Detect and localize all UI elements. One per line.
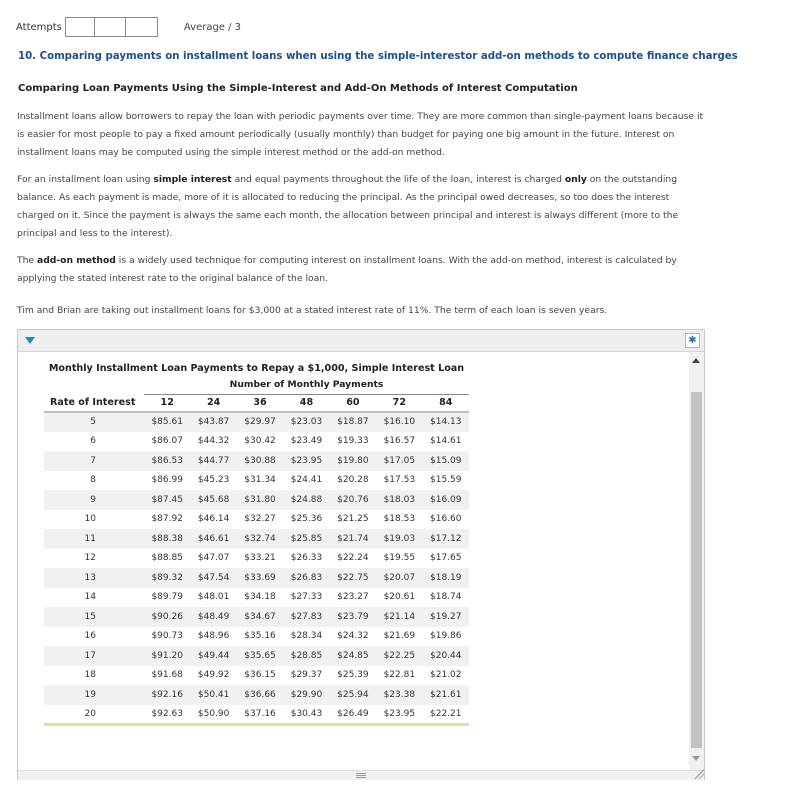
payment-cell: $18.03	[376, 490, 422, 510]
payment-cell: $45.68	[190, 490, 236, 510]
vertical-scrollbar[interactable]	[689, 352, 704, 770]
panel-header	[18, 330, 704, 352]
payment-cell: $18.53	[383, 514, 416, 525]
table-row	[44, 471, 469, 491]
payment-cell: $19.33	[337, 436, 369, 447]
add-on-paragraph: The add-on method is a widely used technique for computing interest on installment loans. With the add-on method, interest is calculated by applying the stated interest rate to the original balance of the loan.	[17, 255, 677, 284]
payment-cell: $21.02	[430, 670, 462, 681]
table-row	[44, 510, 469, 530]
column-header: 60	[330, 394, 376, 412]
question-title: 10. Comparing payments on installment loans when using the simple-interestor add-on methods to compute finance charges	[18, 51, 738, 62]
rate-cell: 12	[84, 553, 96, 564]
payment-cell: $34.67	[237, 607, 283, 627]
payment-cell: $25.85	[283, 529, 329, 549]
vertical-scroll-thumb[interactable]	[691, 392, 702, 748]
payment-cell: $18.19	[423, 568, 469, 588]
payment-cell: $87.45	[144, 490, 190, 510]
payment-cell: $86.53	[144, 451, 190, 471]
average-score: Average / 3	[183, 21, 242, 33]
payment-cell: $22.75	[330, 568, 376, 588]
rate-cell: 13	[44, 568, 144, 588]
payment-cell: $26.49	[337, 708, 369, 719]
rate-cell: 9	[44, 490, 144, 510]
payment-cell: $33.69	[237, 568, 283, 588]
payment-cell: $20.28	[337, 475, 369, 486]
payment-cell: $15.59	[430, 475, 462, 486]
payment-cell: $32.27	[244, 514, 276, 525]
payment-cell: $91.68	[151, 670, 183, 681]
payment-cell: $90.73	[151, 631, 183, 642]
column-header: 36	[237, 394, 283, 412]
payment-cell: $26.33	[290, 553, 323, 564]
payment-cell: $44.32	[197, 436, 230, 447]
rate-cell: 5	[44, 412, 144, 432]
attempt-box-2	[95, 18, 126, 36]
payment-cell: $22.81	[383, 670, 416, 681]
payment-cell: $37.16	[244, 708, 276, 719]
payment-cell: $19.03	[376, 529, 422, 549]
payment-cell: $47.54	[190, 568, 236, 588]
payment-cell: $92.16	[144, 685, 190, 705]
payment-cell: $20.07	[376, 568, 422, 588]
payment-cell: $31.80	[237, 490, 283, 510]
payment-cell: $21.69	[383, 631, 416, 642]
payment-cell: $29.97	[237, 412, 283, 432]
rate-cell: 16	[84, 631, 96, 642]
table-row	[44, 432, 469, 452]
table-row	[44, 490, 469, 510]
rate-cell: 20	[84, 708, 96, 719]
table-row	[44, 627, 469, 647]
payment-cell: $30.88	[237, 451, 283, 471]
payment-cell: $92.63	[151, 708, 183, 719]
payment-cell: $44.77	[190, 451, 236, 471]
payment-cell: $28.85	[283, 646, 329, 666]
payment-cell: $26.83	[283, 568, 329, 588]
payment-cell: $19.55	[383, 553, 416, 564]
scenario-paragraph: Tim and Brian are taking out installment loans for $3,000 at a stated interest rate of 11%. The term of each loan is seven years.	[17, 305, 608, 316]
payment-cell: $47.07	[197, 553, 230, 564]
payment-cell: $18.87	[330, 412, 376, 432]
rate-cell: 11	[44, 529, 144, 549]
payment-cell: $20.76	[330, 490, 376, 510]
rate-cell: 14	[84, 592, 96, 603]
loan-payment-table	[44, 360, 469, 726]
payment-cell: $33.21	[244, 553, 276, 564]
payment-cell: $35.16	[244, 631, 276, 642]
grip-icon[interactable]	[356, 773, 366, 778]
payment-cell: $46.61	[190, 529, 236, 549]
payment-cell: $24.88	[283, 490, 329, 510]
scroll-up-icon[interactable]	[692, 358, 700, 363]
table-row	[44, 568, 469, 588]
rate-cell: 15	[44, 607, 144, 627]
column-header: 84	[423, 394, 469, 412]
payment-cell: $23.95	[383, 708, 416, 719]
payment-cell: $86.07	[151, 436, 183, 447]
resize-handle-icon[interactable]	[694, 769, 704, 779]
payment-cell: $50.90	[197, 708, 230, 719]
payment-cell: $48.01	[197, 592, 230, 603]
horizontal-scrollbar[interactable]	[18, 770, 704, 780]
column-header: 72	[376, 394, 422, 412]
payment-cell: $85.61	[144, 412, 190, 432]
intro-paragraph: Installment loans allow borrowers to repay the loan with periodic payments over time. They are more common than single-payment loans because it is easier for most people to pay a fixed amount periodically (usually monthly) than budget for paying one big amount in the future. Interest on installment loans may be computed using the simple interest method or the add-on method.	[17, 111, 704, 158]
payment-cell: $25.94	[330, 685, 376, 705]
payment-cell: $49.44	[190, 646, 236, 666]
payment-cell: $19.86	[430, 631, 462, 642]
attempts-label: Attempts	[16, 21, 62, 33]
table-row	[44, 705, 469, 725]
payment-cell: $30.43	[290, 708, 323, 719]
payment-cell: $20.44	[423, 646, 469, 666]
rate-cell: 8	[90, 475, 96, 486]
monthly-payments-header: Number of Monthly Payments	[144, 376, 469, 394]
payment-cell: $23.38	[376, 685, 422, 705]
attempt-indicators	[65, 17, 158, 37]
rate-cell: 7	[44, 451, 144, 471]
payment-cell: $28.34	[290, 631, 323, 642]
payment-cell: $88.85	[151, 553, 183, 564]
payment-cell: $16.60	[430, 514, 462, 525]
payment-cell: $25.36	[290, 514, 323, 525]
payment-cell: $50.41	[190, 685, 236, 705]
payment-cell: $48.49	[190, 607, 236, 627]
loan-table-container	[44, 360, 469, 734]
payment-cell: $36.66	[237, 685, 283, 705]
payment-cell: $19.80	[330, 451, 376, 471]
panel-content	[18, 352, 689, 770]
payment-cell: $35.65	[237, 646, 283, 666]
rate-cell: 18	[84, 670, 96, 681]
payment-cell: $34.18	[244, 592, 276, 603]
scroll-down-icon[interactable]	[692, 756, 700, 761]
section-heading: Comparing Loan Payments Using the Simple-Interest and Add-On Methods of Interest Computation	[18, 83, 578, 94]
payment-cell: $16.09	[423, 490, 469, 510]
payment-cell: $14.61	[430, 436, 462, 447]
attempt-box-1	[66, 18, 95, 36]
payment-cell: $17.05	[376, 451, 422, 471]
payment-cell: $16.57	[383, 436, 416, 447]
pin-icon[interactable]: ✱	[685, 333, 700, 348]
payment-cell: $46.14	[197, 514, 230, 525]
attempt-box-3	[126, 18, 157, 36]
rate-cell: 19	[44, 685, 144, 705]
payment-cell: $89.32	[144, 568, 190, 588]
payment-cell: $17.65	[430, 553, 462, 564]
payment-cell: $90.26	[144, 607, 190, 627]
payment-cell: $87.92	[151, 514, 183, 525]
payment-cell: $19.27	[423, 607, 469, 627]
payment-cell: $14.13	[423, 412, 469, 432]
payment-cell: $27.83	[283, 607, 329, 627]
payment-cell: $31.34	[244, 475, 276, 486]
payment-cell: $25.39	[337, 670, 369, 681]
payment-cell: $30.42	[244, 436, 276, 447]
table-row	[44, 646, 469, 666]
payment-cell: $16.10	[376, 412, 422, 432]
payment-cell: $27.33	[290, 592, 323, 603]
payment-cell: $43.87	[190, 412, 236, 432]
payment-cell: $20.61	[383, 592, 416, 603]
payment-cell: $36.15	[244, 670, 276, 681]
payment-cell: $88.38	[144, 529, 190, 549]
rate-header: Rate of Interest	[44, 394, 144, 412]
payment-cell: $17.12	[423, 529, 469, 549]
rate-cell: 10	[84, 514, 96, 525]
payment-cell: $48.96	[197, 631, 230, 642]
table-row	[44, 666, 469, 686]
table-row	[44, 451, 469, 471]
payment-cell: $22.21	[430, 708, 462, 719]
payment-cell: $23.27	[337, 592, 369, 603]
payment-cell: $32.74	[237, 529, 283, 549]
table-row	[44, 412, 469, 432]
table-row	[44, 588, 469, 608]
payment-cell: $22.25	[376, 646, 422, 666]
payment-cell: $45.23	[197, 475, 230, 486]
payment-cell: $21.74	[330, 529, 376, 549]
rate-cell: 6	[90, 436, 96, 447]
column-header: 24	[190, 394, 236, 412]
table-caption: Monthly Installment Loan Payments to Repay a $1,000, Simple Interest Loan	[48, 363, 465, 374]
collapse-toggle-icon[interactable]	[25, 337, 35, 344]
payment-cell: $24.32	[337, 631, 369, 642]
table-row	[44, 607, 469, 627]
payment-cell: $23.49	[290, 436, 323, 447]
payment-cell: $23.03	[283, 412, 329, 432]
simple-interest-paragraph: For an installment loan using simple interest and equal payments throughout the life of the loan, interest is charged only on the outstanding balance. As each payment is made, more of it is allocated to reducing the principal. As the principal owed decreases, so too does the interest charged on it. Since the payment is always the same each month, the allocation between principal and interest is always different (more to the principal and less to the interest).	[17, 174, 679, 239]
payment-cell: $21.61	[423, 685, 469, 705]
payment-cell: $23.79	[330, 607, 376, 627]
table-panel	[17, 329, 705, 780]
attempts-bar	[16, 17, 241, 37]
payment-cell: $29.90	[283, 685, 329, 705]
table-row	[44, 549, 469, 569]
payment-cell: $89.79	[151, 592, 183, 603]
table-row	[44, 685, 469, 705]
payment-cell: $86.99	[151, 475, 183, 486]
table-corner	[44, 376, 144, 394]
payment-cell: $22.24	[337, 553, 369, 564]
payment-cell: $15.09	[423, 451, 469, 471]
payment-cell: $23.95	[283, 451, 329, 471]
payment-cell: $17.53	[383, 475, 416, 486]
payment-cell: $21.14	[376, 607, 422, 627]
column-header: 48	[283, 394, 329, 412]
payment-cell: $21.25	[337, 514, 369, 525]
payment-cell: $91.20	[144, 646, 190, 666]
column-header: 12	[144, 394, 190, 412]
payment-cell: $24.85	[330, 646, 376, 666]
payment-cell: $49.92	[197, 670, 230, 681]
payment-cell: $18.74	[430, 592, 462, 603]
payment-cell: $24.41	[290, 475, 323, 486]
rate-cell: 17	[44, 646, 144, 666]
table-row	[44, 529, 469, 549]
payment-cell: $29.37	[290, 670, 323, 681]
